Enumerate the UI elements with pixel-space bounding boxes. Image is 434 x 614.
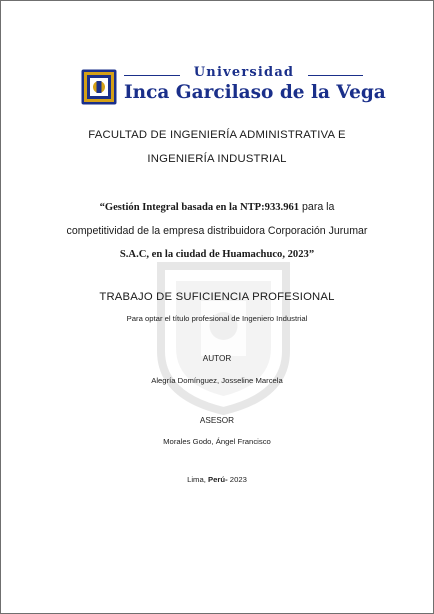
logo-rule-right — [308, 75, 363, 76]
author-label: AUTOR — [202, 354, 232, 363]
work-type: TRABAJO DE SUFICIENCIA PROFESIONAL — [99, 291, 335, 303]
university-seal-watermark-icon — [151, 256, 296, 416]
advisor-label: ASESOR — [199, 416, 235, 425]
thesis-title-line-1-rest: para la — [299, 201, 335, 213]
thesis-title-line-1-bold: “Gestión Integral basada en la NTP:933.961 — [99, 202, 300, 213]
place-date — [1, 475, 433, 485]
logo-university-name: Inca Garcilaso de la Vega — [124, 82, 386, 103]
place-country: Perú- — [208, 475, 228, 484]
author-name: Alegría Domínguez, Josseline Marcela — [151, 376, 283, 385]
faculty-line-1: FACULTAD DE INGENIERÍA ADMINISTRATIVA E — [88, 129, 346, 141]
logo-rule-left — [124, 75, 180, 76]
faculty-line-2: INGENIERÍA INDUSTRIAL — [147, 153, 287, 165]
advisor-name: Morales Godo, Ángel Francisco — [163, 437, 271, 446]
thesis-title-line-2: competitividad de la empresa distribuidora Corporación Jurumar — [66, 225, 368, 237]
logo-university-word: Universidad — [193, 65, 295, 80]
logo-header-row — [124, 65, 363, 82]
university-shield-icon — [81, 69, 117, 105]
thesis-title-line-3: S.A.C, en la ciudad de Huamachuco, 2023” — [119, 249, 315, 260]
place-city: Lima, — [187, 475, 209, 484]
thesis-title-line-1 — [1, 200, 433, 215]
place-year: 2023 — [227, 475, 247, 484]
university-logo — [81, 65, 386, 107]
degree-purpose: Para optar el título profesional de Ingeniero Industrial — [126, 314, 308, 323]
